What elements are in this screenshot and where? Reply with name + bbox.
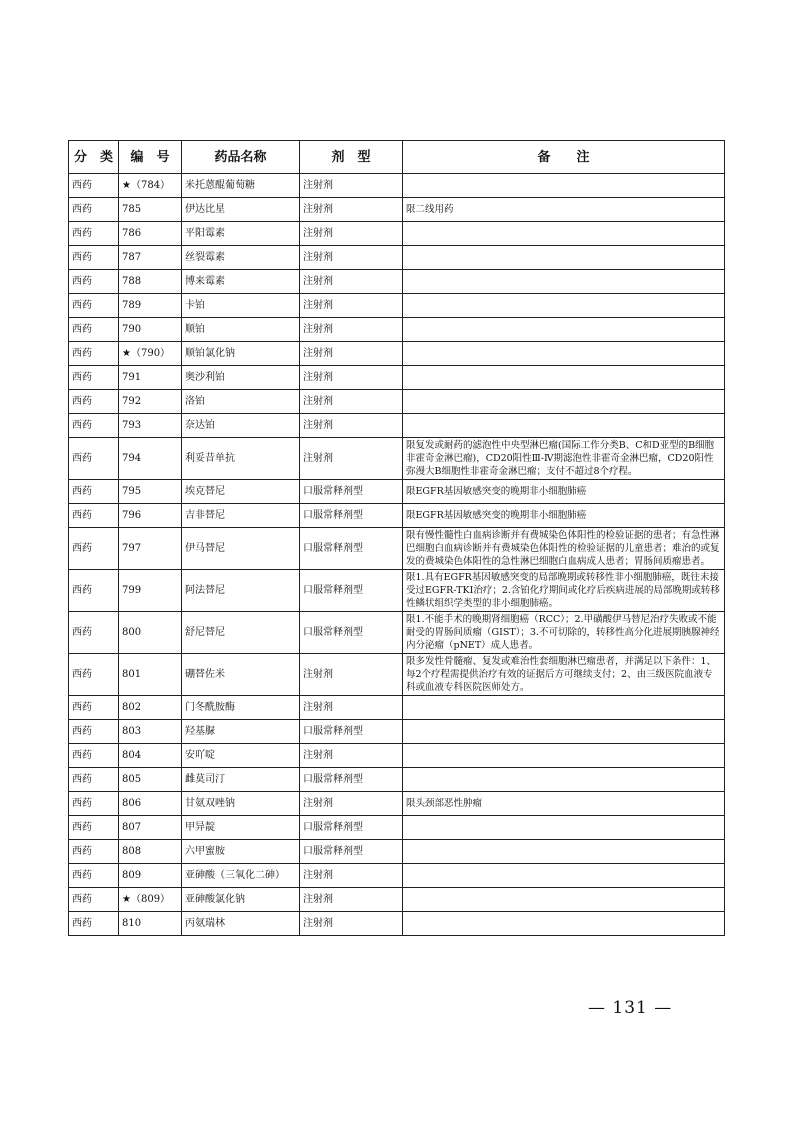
dosage-form-cell: 注射剂 [300,654,403,696]
dosage-form-cell: 注射剂 [300,414,403,438]
category-cell: 西药 [69,414,119,438]
category-cell: 西药 [69,174,119,198]
category-cell: 西药 [69,840,119,864]
dosage-form-cell: 注射剂 [300,438,403,480]
note-cell: 限1.具有EGFR基因敏感突变的局部晚期或转移性非小细胞肺癌，既往未接受过EGFR-TKI治疗；2.含铂化疗期间或化疗后疾病进展的局部晚期或转移性鳞状组织学类型的非小细胞肺癌。 [403,570,725,612]
note-cell [403,888,725,912]
number-cell: ★（790） [119,342,182,366]
category-cell: 西药 [69,792,119,816]
note-cell: 限二线用药 [403,198,725,222]
drug-name-cell: 甘氨双唑钠 [182,792,300,816]
number-cell: 786 [119,222,182,246]
table-body [69,174,725,936]
note-cell [403,912,725,936]
number-cell: 791 [119,366,182,390]
table-row [69,318,725,342]
drug-name-cell: 亚砷酸（三氧化二砷） [182,864,300,888]
number-cell: 800 [119,612,182,654]
table-row [69,414,725,438]
note-cell [403,864,725,888]
drug-name-cell: 丝裂霉素 [182,246,300,270]
category-cell: 西药 [69,294,119,318]
note-cell [403,366,725,390]
table-row [69,342,725,366]
category-cell: 西药 [69,246,119,270]
note-cell [403,414,725,438]
table-row [69,840,725,864]
note-cell: 限EGFR基因敏感突变的晚期非小细胞肺癌 [403,480,725,504]
table-row [69,294,725,318]
number-cell: ★（809） [119,888,182,912]
number-cell: 788 [119,270,182,294]
table-row [69,654,725,696]
category-cell: 西药 [69,720,119,744]
dosage-form-cell: 口服常释剂型 [300,480,403,504]
category-cell: 西药 [69,504,119,528]
table-row [69,246,725,270]
number-cell: 787 [119,246,182,270]
number-cell: 799 [119,570,182,612]
dosage-form-cell: 注射剂 [300,270,403,294]
drug-name-cell: 奈达铂 [182,414,300,438]
category-cell: 西药 [69,366,119,390]
drug-name-cell: 博来霉素 [182,270,300,294]
table-row [69,222,725,246]
drug-name-cell: 卡铂 [182,294,300,318]
header-category: 分 类 [69,141,119,174]
dosage-form-cell: 注射剂 [300,342,403,366]
table-row [69,570,725,612]
number-cell: 794 [119,438,182,480]
header-remarks: 备 注 [403,141,725,174]
note-cell [403,696,725,720]
number-cell: 804 [119,744,182,768]
note-cell [403,744,725,768]
dosage-form-cell: 口服常释剂型 [300,768,403,792]
drug-name-cell: 埃克替尼 [182,480,300,504]
table-row [69,696,725,720]
number-cell: 803 [119,720,182,744]
dosage-form-cell: 口服常释剂型 [300,612,403,654]
drug-name-cell: 利妥昔单抗 [182,438,300,480]
note-cell [403,342,725,366]
number-cell: 807 [119,816,182,840]
note-cell [403,840,725,864]
number-cell: 795 [119,480,182,504]
category-cell: 西药 [69,270,119,294]
dosage-form-cell: 注射剂 [300,222,403,246]
dosage-form-cell: 注射剂 [300,912,403,936]
category-cell: 西药 [69,654,119,696]
dosage-form-cell: 口服常释剂型 [300,840,403,864]
table-row [69,768,725,792]
table-row [69,528,725,570]
drug-name-cell: 硼替佐米 [182,654,300,696]
table-row [69,888,725,912]
table-row [69,720,725,744]
note-cell [403,390,725,414]
number-cell: 809 [119,864,182,888]
category-cell: 西药 [69,768,119,792]
note-cell [403,294,725,318]
drug-name-cell: 羟基脲 [182,720,300,744]
number-cell: 792 [119,390,182,414]
dosage-form-cell: 注射剂 [300,246,403,270]
note-cell [403,174,725,198]
drug-name-cell: 平阳霉素 [182,222,300,246]
note-cell: 限头颈部恶性肿瘤 [403,792,725,816]
dosage-form-cell: 注射剂 [300,888,403,912]
dosage-form-cell: 注射剂 [300,174,403,198]
drug-name-cell: 安吖啶 [182,744,300,768]
category-cell: 西药 [69,864,119,888]
table-row [69,912,725,936]
dosage-form-cell: 口服常释剂型 [300,570,403,612]
note-cell: 限EGFR基因敏感突变的晚期非小细胞肺癌 [403,504,725,528]
dosage-form-cell: 注射剂 [300,792,403,816]
dosage-form-cell: 注射剂 [300,390,403,414]
drug-name-cell: 吉非替尼 [182,504,300,528]
note-cell: 限复发或耐药的滤泡性中央型淋巴瘤(国际工作分类B、C和D亚型的B细胞非霍奇金淋巴瘤)，CD20阳性Ⅲ-Ⅳ期滤泡性非霍奇金淋巴瘤，CD20阳性弥漫大B细胞性非霍奇金淋巴瘤；支付不超过8个疗程。 [403,438,725,480]
table-row [69,816,725,840]
table-header [69,141,725,174]
drug-name-cell: 伊马替尼 [182,528,300,570]
category-cell: 西药 [69,696,119,720]
drug-name-cell: 甲异靛 [182,816,300,840]
table-row [69,792,725,816]
page-number: — 131 — [588,998,673,1018]
drug-name-cell: 雌莫司汀 [182,768,300,792]
drug-name-cell: 六甲蜜胺 [182,840,300,864]
drug-name-cell: 丙氨瑞林 [182,912,300,936]
number-cell: 805 [119,768,182,792]
dosage-form-cell: 注射剂 [300,198,403,222]
number-cell: 796 [119,504,182,528]
dosage-form-cell: 注射剂 [300,696,403,720]
table-row [69,480,725,504]
note-cell [403,816,725,840]
table-row [69,438,725,480]
category-cell: 西药 [69,528,119,570]
number-cell: ★（784） [119,174,182,198]
note-cell [403,222,725,246]
category-cell: 西药 [69,222,119,246]
drug-name-cell: 奥沙利铂 [182,366,300,390]
note-cell: 限多发性骨髓瘤、复发或难治性套细胞淋巴瘤患者，并满足以下条件：1、每2个疗程需提供治疗有效的证据后方可继续支付；2、由三级医院血液专科或血液专科医院医师处方。 [403,654,725,696]
drug-name-cell: 洛铂 [182,390,300,414]
table-row [69,270,725,294]
note-cell [403,720,725,744]
number-cell: 793 [119,414,182,438]
number-cell: 808 [119,840,182,864]
table-row [69,864,725,888]
category-cell: 西药 [69,888,119,912]
drug-name-cell: 顺铂氯化钠 [182,342,300,366]
category-cell: 西药 [69,438,119,480]
note-cell [403,246,725,270]
table-row [69,744,725,768]
note-cell [403,318,725,342]
category-cell: 西药 [69,318,119,342]
drug-name-cell: 伊达比星 [182,198,300,222]
category-cell: 西药 [69,744,119,768]
drug-name-cell: 顺铂 [182,318,300,342]
header-number: 编 号 [119,141,182,174]
dosage-form-cell: 口服常释剂型 [300,816,403,840]
category-cell: 西药 [69,390,119,414]
number-cell: 789 [119,294,182,318]
table-row [69,504,725,528]
category-cell: 西药 [69,570,119,612]
table-row [69,198,725,222]
drug-name-cell: 门冬酰胺酶 [182,696,300,720]
number-cell: 797 [119,528,182,570]
drug-name-cell: 米托蒽醌葡萄糖 [182,174,300,198]
drug-table [68,140,725,936]
header-drug-name: 药品名称 [182,141,300,174]
category-cell: 西药 [69,612,119,654]
number-cell: 801 [119,654,182,696]
number-cell: 802 [119,696,182,720]
note-cell: 限有慢性髓性白血病诊断并有费城染色体阳性的检验证据的患者；有急性淋巴细胞白血病诊断并有费城染色体阳性的检验证据的儿童患者；难治的或复发的费城染色体阳性的急性淋巴细胞白血病成人患者；胃肠间质瘤患者。 [403,528,725,570]
category-cell: 西药 [69,342,119,366]
header-row [69,141,725,174]
dosage-form-cell: 注射剂 [300,294,403,318]
dosage-form-cell: 注射剂 [300,318,403,342]
table-row [69,174,725,198]
number-cell: 785 [119,198,182,222]
category-cell: 西药 [69,912,119,936]
table-row [69,390,725,414]
number-cell: 810 [119,912,182,936]
table-row [69,366,725,390]
drug-name-cell: 舒尼替尼 [182,612,300,654]
dosage-form-cell: 注射剂 [300,864,403,888]
dosage-form-cell: 口服常释剂型 [300,528,403,570]
dosage-form-cell: 口服常释剂型 [300,720,403,744]
category-cell: 西药 [69,480,119,504]
drug-name-cell: 亚砷酸氯化钠 [182,888,300,912]
table-row [69,612,725,654]
dosage-form-cell: 注射剂 [300,366,403,390]
number-cell: 806 [119,792,182,816]
dosage-form-cell: 注射剂 [300,744,403,768]
number-cell: 790 [119,318,182,342]
note-cell [403,270,725,294]
category-cell: 西药 [69,198,119,222]
dosage-form-cell: 口服常释剂型 [300,504,403,528]
note-cell [403,768,725,792]
drug-name-cell: 阿法替尼 [182,570,300,612]
note-cell: 限1.不能手术的晚期肾细胞癌（RCC）；2.甲磺酸伊马替尼治疗失败或不能耐受的胃肠间质瘤（GIST）；3.不可切除的，转移性高分化进展期胰腺神经内分泌瘤（pNET）成人患者。 [403,612,725,654]
category-cell: 西药 [69,816,119,840]
header-dosage-form: 剂 型 [300,141,403,174]
